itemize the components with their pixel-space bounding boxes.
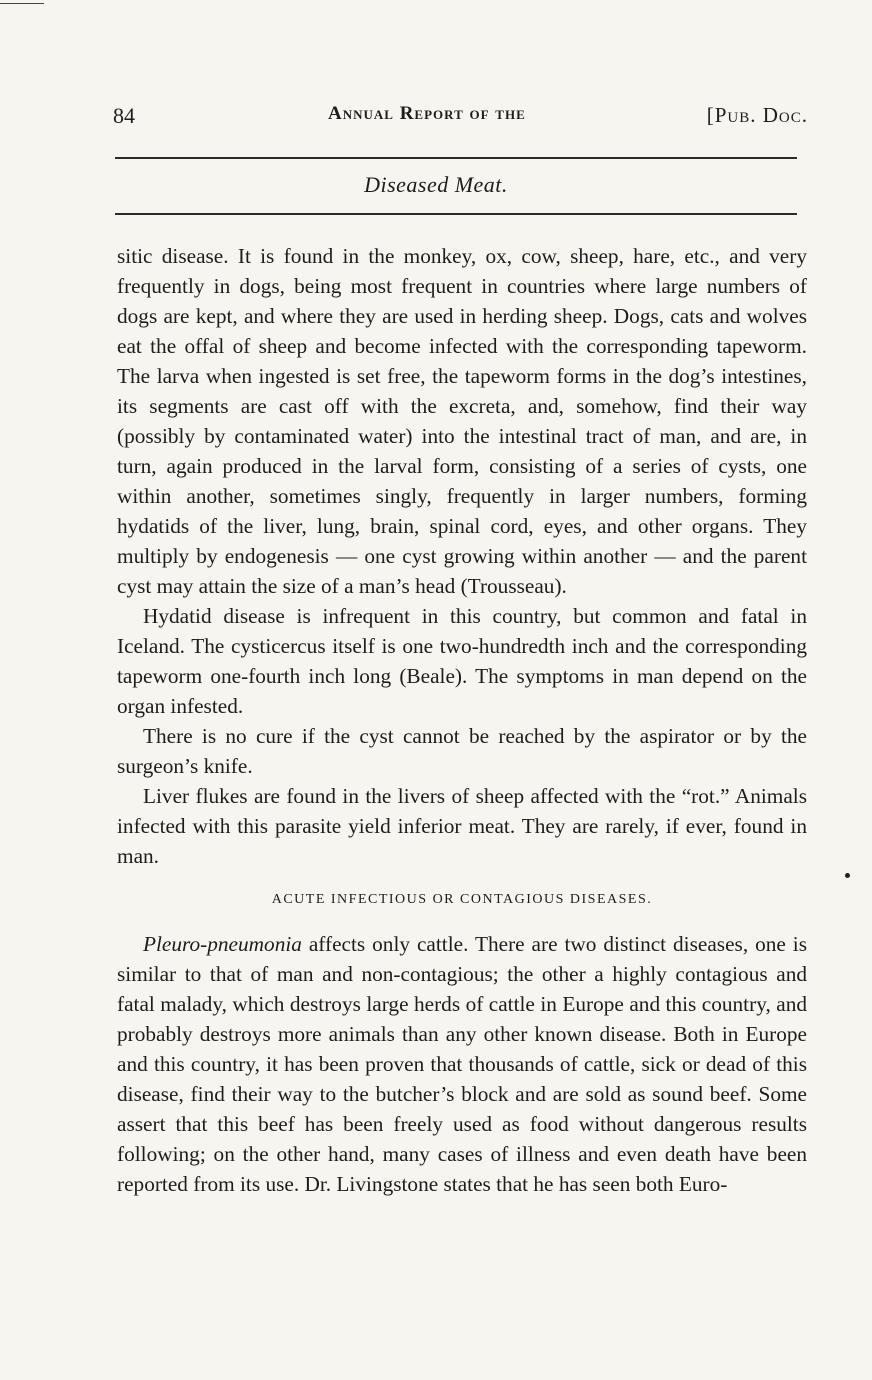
- page-number: 84: [113, 103, 135, 128]
- paragraph: Liver flukes are found in the livers of sheep affected with the “rot.” Animals infected with this parasite yield inferior meat. They are rarely, if ever, found in man.: [117, 784, 807, 868]
- paragraph: sitic disease. It is found in the monkey, ox, cow, sheep, hare, etc., and very frequently in dogs, being most frequent in countries where large numbers of dogs are kept, and where they are used in herding sheep. Dogs, cats and wolves eat the offal of sheep and become infected with the corresponding tapeworm. The larva when ingested is set free, the tapeworm forms in the dog’s intestines, its segments are cast off with the excreta, and, somehow, find their way (possibly by contaminated water) into the intestinal tract of man, and are, in turn, again produced in the larval form, consisting of a series of cysts, one within another, sometimes singly, frequently in larger numbers, forming hydatids of the liver, lung, brain, spinal cord, eyes, and other organs. They multiply by endogenesis — one cyst growing within another — and the parent cyst may attain the size of a man’s head (Trousseau).: [117, 244, 807, 598]
- paragraph: There is no cure if the cyst cannot be reached by the aspirator or by the surgeon’s knife.: [117, 724, 807, 778]
- document-label: [Pub. Doc.: [706, 103, 808, 127]
- subheading: ACUTE INFECTIOUS OR CONTAGIOUS DISEASES.: [271, 892, 653, 907]
- body-text: [117, 241, 807, 1199]
- paragraph-text: affects only cattle. There are two distinct diseases, one is similar to that of man and non-contagious; the other a highly contagious and fatal malady, which destroys large herds of cattle in Europe and this country, and probably destroys more animals than any other known disease. Both in Europe and this country, it has been proven that thousands of cattle, sick or dead of this disease, find their way to the butcher’s block and are sold as sound beef. Some assert that this beef has been freely used as food without dangerous results following; on the other hand, many cases of illness and even death have been reported from its use. Dr. Livingstone states that he has seen both Euro-: [117, 932, 807, 1196]
- running-title: Annual Report of the: [328, 103, 526, 124]
- paragraph: [117, 929, 807, 1199]
- top-rule: [115, 157, 797, 159]
- paragraph: Hydatid disease is infrequent in this country, but common and fatal in Iceland. The cysticercus itself is one two-hundredth inch and the corresponding tapeworm one-fourth inch long (Beale). The symptoms in man depend on the organ infested.: [117, 604, 807, 718]
- bottom-rule: [115, 213, 797, 215]
- page-header: [113, 103, 808, 131]
- section-title: Diseased Meat.: [364, 172, 508, 197]
- corner-mark: [0, 3, 44, 4]
- italic-term: Pleuro-pneumonia: [143, 932, 302, 956]
- stray-ink-dot: [845, 873, 850, 878]
